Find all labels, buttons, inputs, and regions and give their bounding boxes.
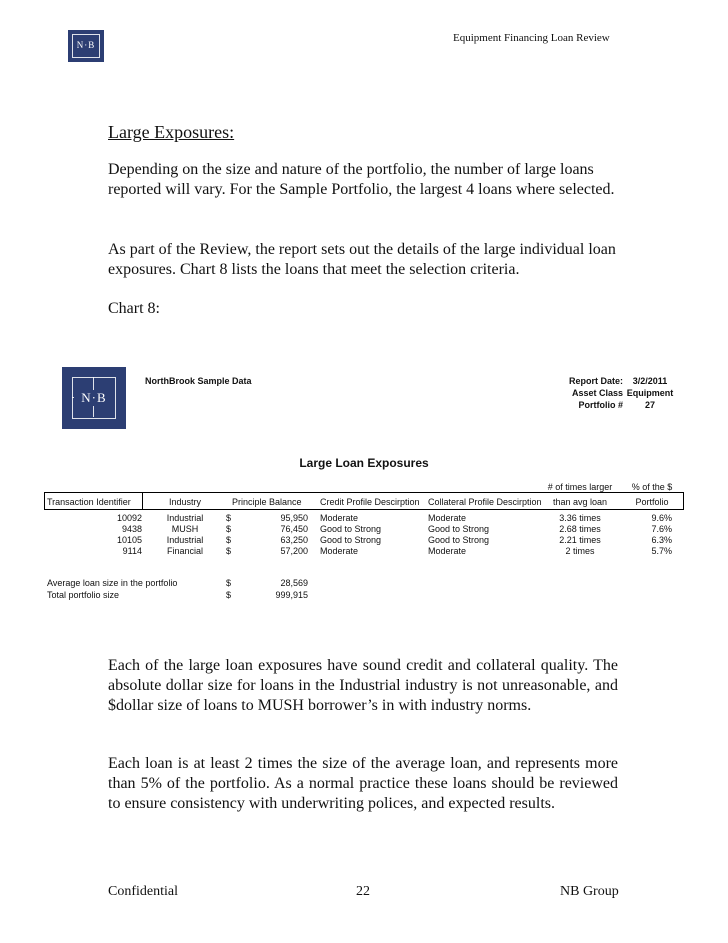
cell-id: 9438 — [121, 524, 142, 534]
footer-page-number: 22 — [356, 884, 370, 899]
summary-currency: $ — [226, 578, 232, 588]
logo-text: N·B — [74, 390, 114, 406]
footer-confidential: Confidential — [108, 884, 178, 899]
summary-label: Average loan size in the portfolio — [47, 578, 178, 588]
cell-pct: 6.3% — [651, 535, 672, 545]
col-pct: Portfolio — [635, 497, 669, 507]
cell-pct: 7.6% — [651, 524, 672, 534]
portfolio-label: Portfolio # — [578, 400, 623, 410]
cell-collateral: Moderate — [428, 546, 467, 556]
table-header-divider — [142, 492, 143, 510]
summary-value: 999,915 — [275, 590, 308, 600]
report-name: NorthBrook Sample Data — [145, 376, 252, 386]
asset-class-label: Asset Class — [571, 388, 623, 398]
cell-industry: MUSH — [171, 524, 199, 534]
cell-balance: 57,200 — [280, 546, 308, 556]
summary-label: Total portfolio size — [47, 590, 120, 600]
report-title: Large Loan Exposures — [299, 456, 429, 470]
footer-company: NB Group — [560, 884, 619, 899]
cell-industry: Financial — [166, 546, 204, 556]
report-date-value: 3/2/2011 — [632, 376, 668, 386]
col-credit: Credit Profile Descirption — [320, 497, 420, 507]
section-heading: Large Exposures: — [108, 122, 235, 142]
portfolio-value: 27 — [644, 400, 655, 410]
cell-credit: Moderate — [320, 546, 359, 556]
cell-collateral: Moderate — [428, 513, 467, 523]
col-times-top: # of times larger — [547, 482, 613, 492]
cell-id: 9114 — [122, 546, 142, 556]
summary-value: 28,569 — [280, 578, 308, 588]
cell-times: 2 times — [565, 546, 595, 556]
intro-paragraph-1: Depending on the size and nature of the portfolio, the number of large loans reported will vary. For the Sample Portfolio, the largest 4 loans where selected. — [108, 161, 615, 198]
cell-times: 2.21 times — [559, 535, 601, 545]
cell-balance: 76,450 — [280, 524, 308, 534]
col-times: than avg loan — [552, 497, 608, 507]
cell-balance: 95,950 — [280, 513, 308, 523]
col-pct-top: % of the $ — [631, 482, 673, 492]
cell-industry: Industrial — [166, 535, 204, 545]
report-date-label: Report Date: — [568, 376, 623, 386]
analysis-paragraph-1: Each of the large loan exposures have sound credit and collateral quality. The absolute dollar size for loans in the Industrial industry is not unreasonable, and $dollar size of loans to MUSH borrower’s in with industry norms. — [108, 657, 618, 714]
cell-currency: $ — [226, 546, 232, 556]
col-transaction-id: Transaction Identifier — [47, 497, 131, 507]
analysis-paragraph-2: Each loan is at least 2 times the size of the average loan, and represents more than 5% of the portfolio. As a normal practice these loans should be reviewed to ensure consistency with underwriting polices, and expected results. — [108, 755, 618, 812]
asset-class-value: Equipment — [626, 388, 674, 398]
cell-times: 2.68 times — [559, 524, 601, 534]
cell-balance: 63,250 — [280, 535, 308, 545]
nb-logo-header — [68, 30, 104, 62]
summary-currency: $ — [226, 590, 232, 600]
cell-credit: Good to Strong — [320, 524, 382, 534]
chart-label: Chart 8: — [108, 300, 160, 317]
cell-pct: 9.6% — [651, 513, 672, 523]
logo-text: N·B — [76, 40, 96, 50]
header-title: Equipment Financing Loan Review — [453, 32, 610, 44]
col-industry: Industry — [168, 497, 201, 507]
cell-industry: Industrial — [166, 513, 204, 523]
cell-times: 3.36 times — [559, 513, 601, 523]
cell-collateral: Good to Strong — [428, 524, 490, 534]
col-collateral: Collateral Profile Descirption — [428, 497, 542, 507]
cell-credit: Moderate — [320, 513, 359, 523]
cell-currency: $ — [226, 524, 232, 534]
cell-id: 10105 — [116, 535, 142, 545]
cell-pct: 5.7% — [651, 546, 672, 556]
col-balance: Principle Balance — [232, 497, 302, 507]
cell-id: 10092 — [116, 513, 142, 523]
cell-currency: $ — [226, 513, 232, 523]
cell-credit: Good to Strong — [320, 535, 382, 545]
intro-paragraph-2: As part of the Review, the report sets out the details of the large individual loan exposures. Chart 8 lists the loans that meet the selection criteria. — [108, 241, 616, 278]
nb-logo-report — [62, 367, 126, 429]
cell-currency: $ — [226, 535, 232, 545]
cell-collateral: Good to Strong — [428, 535, 490, 545]
